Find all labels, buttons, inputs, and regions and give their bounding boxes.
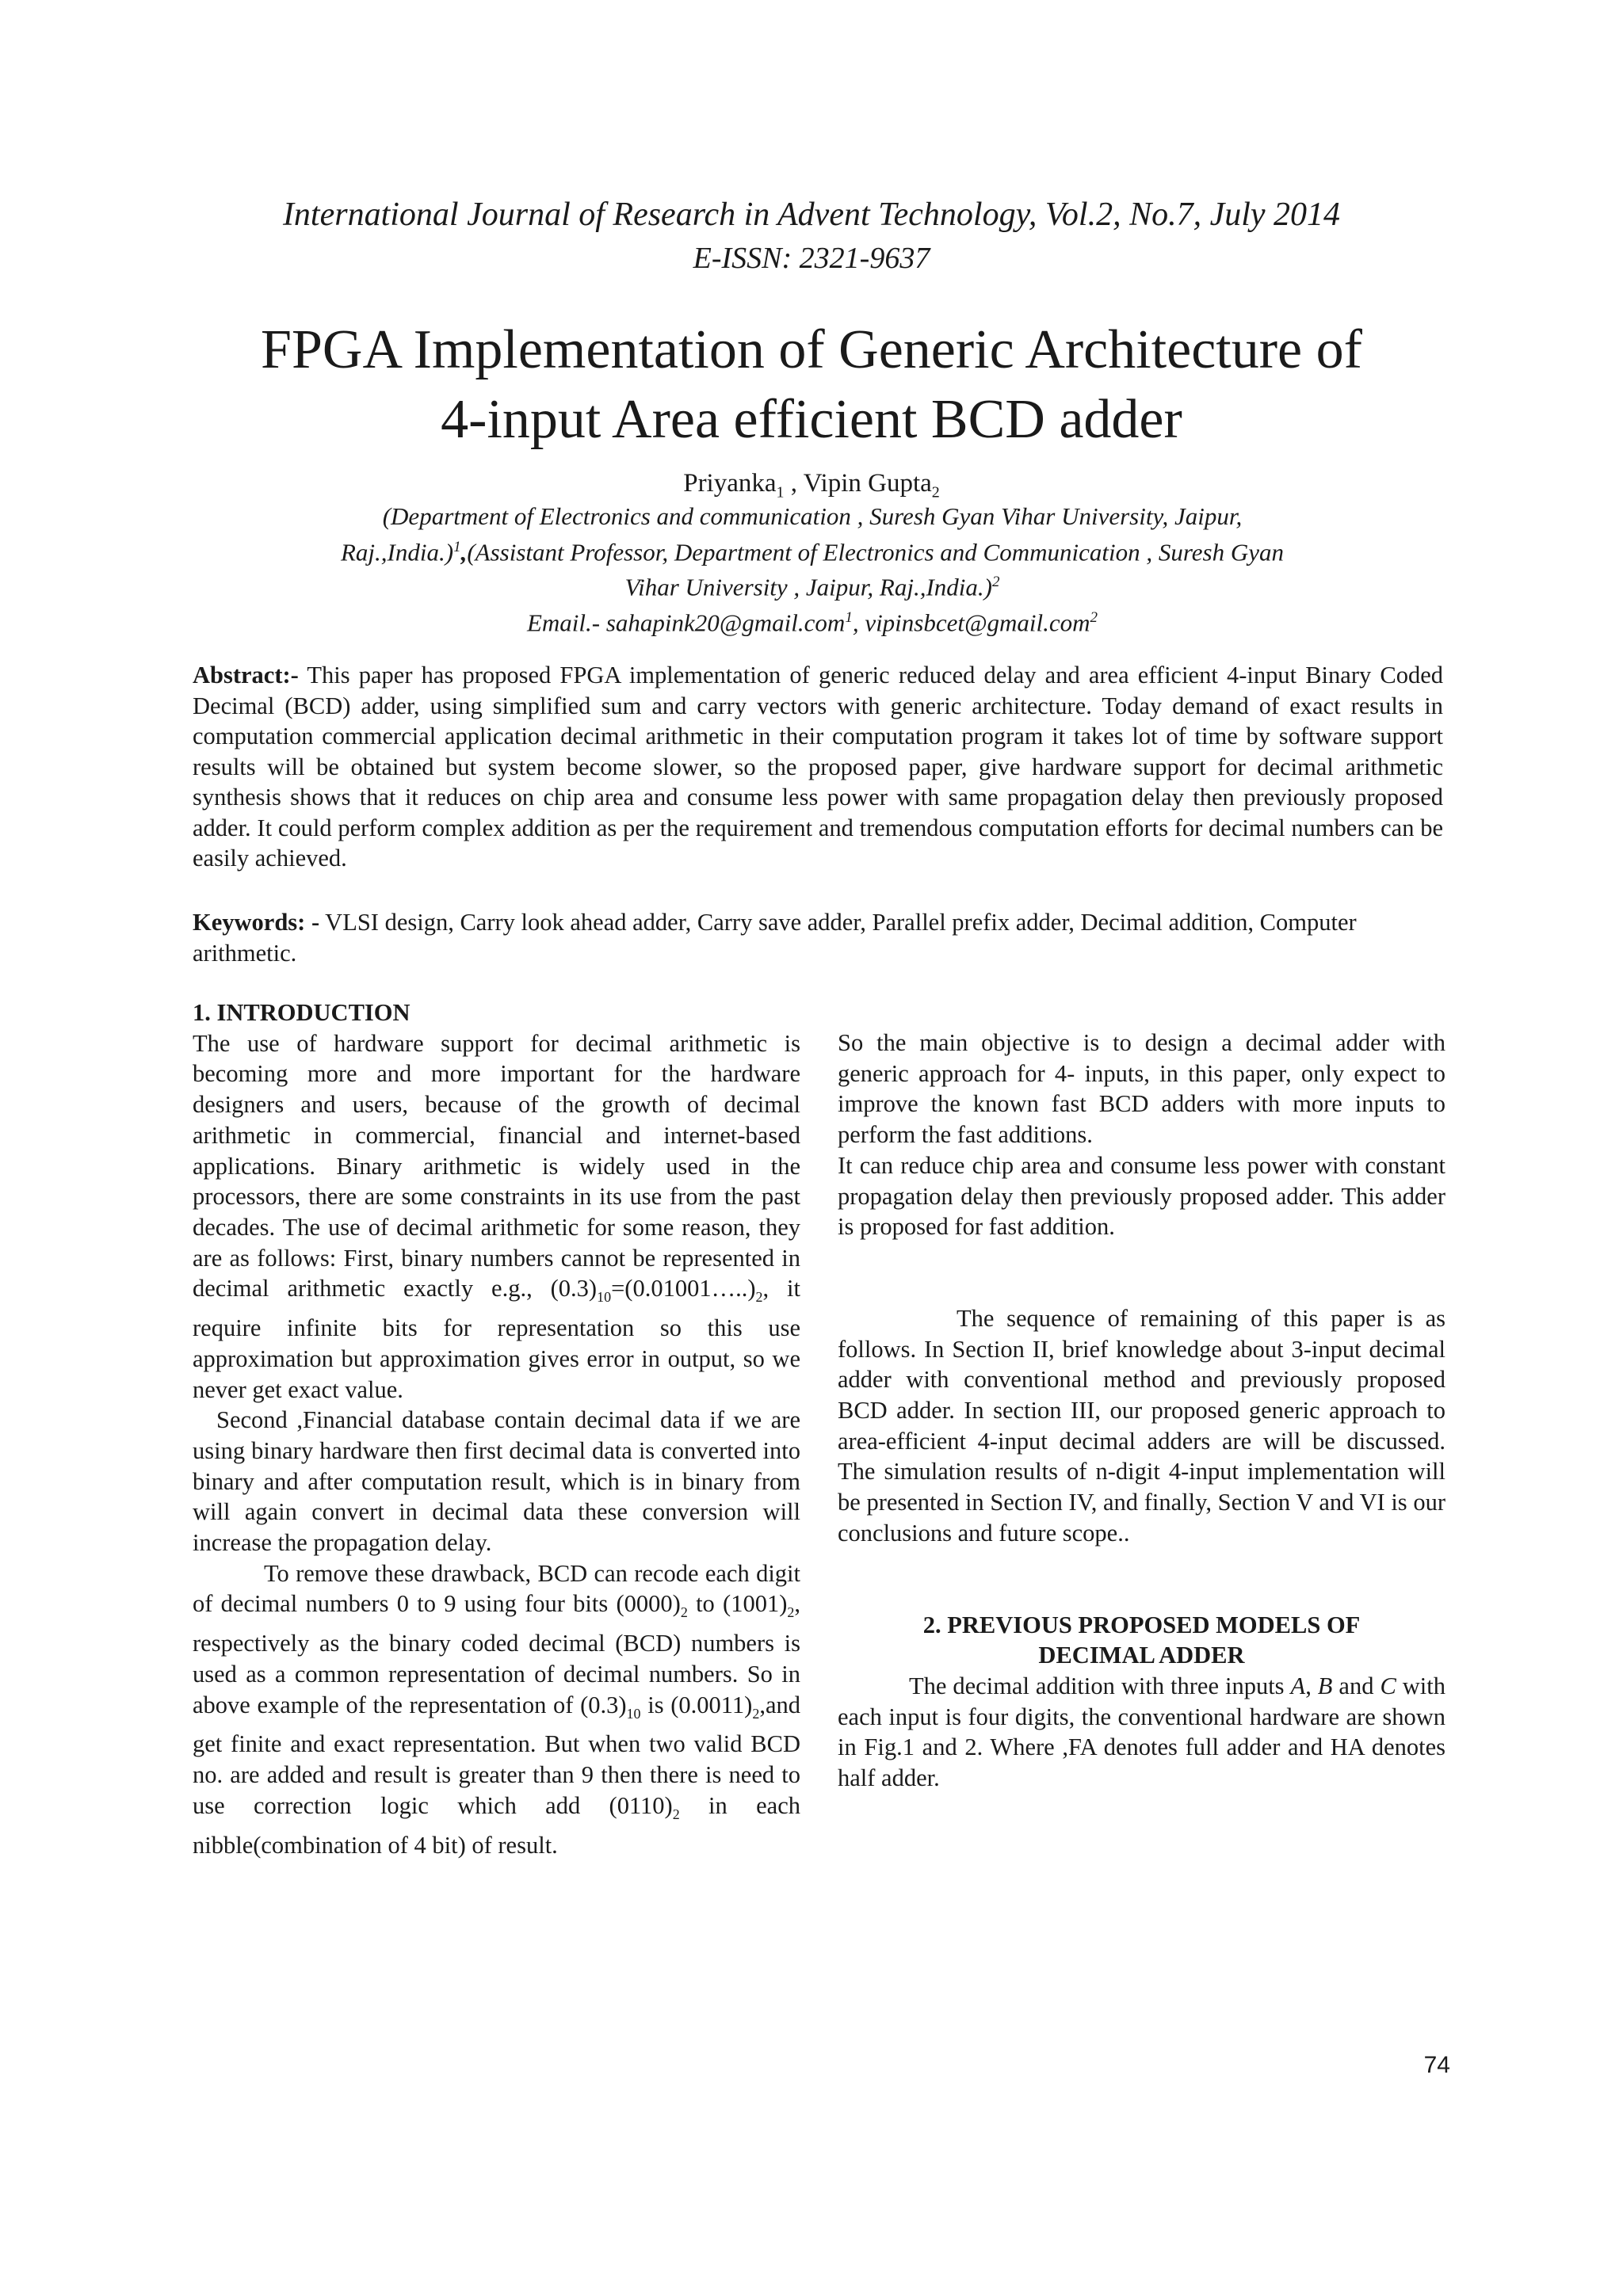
keywords-text: VLSI design, Carry look ahead adder, Carry save adder, Parallel prefix adder, Decimal addition, Computer arithmetic. [193,909,1357,967]
intro-paragraph-3 [193,1558,800,1861]
affiliation-line-3 [293,567,1331,603]
intro-p3-text-c: , respectively as the binary coded decimal (BCD) numbers is used as a common representation of decimal numbers. So in above example of the representation of (0.3) [193,1590,800,1718]
right-paragraph-2: It can reduce chip area and consume less power with constant propagation delay then previously proposed adder. This adder is proposed for fast addition. [838,1151,1445,1241]
author-2: Vipin Gupta [803,469,932,498]
author-separator: , [784,469,804,498]
s2-var-a: A [1290,1672,1306,1699]
intro-p1-sub-2: 2 [755,1289,763,1306]
affiliation-line-2: Raj.,India.)$^1$,(Assistant Professor, Department of Electronics and Communication , Suresh Gyan [341,537,1284,566]
intro-p3-sub-2: 2 [787,1604,795,1621]
intro-p3-text-a: To remove these drawback, BCD can recode each digit of decimal numbers 0 to 9 using four bits (0000) [193,1559,800,1618]
email-1-mark: 1 [845,609,853,627]
s2-comma: , [1305,1672,1318,1699]
intro-p1-text-a: The use of hardware support for decimal arithmetic is becoming more and more important for the hardware designers and users, because of the growth of decimal arithmetic in commercial, financial and internet-based applications. Binary arithmetic is widely used in the processors, there are some constraints in its use from the past decades. The use of decimal arithmetic for some reason, they are as follows: First, binary numbers cannot be represented in decimal arithmetic exactly e.g., (0.3) [193,1029,800,1302]
left-column [193,997,800,1860]
email-2-mark: 2 [1090,609,1098,627]
author-1: Priyanka [683,469,777,498]
intro-p1-sub-1: 10 [597,1289,612,1306]
affiliation-2-tail: Vihar University , Jaipur, Raj.,India.) [624,573,992,601]
email-1: Email.- sahapink20@gmail.com [526,608,846,637]
keywords-label: Keywords: - [193,909,320,936]
intro-p1-text-c: , it require infinite bits for representation so this use approximation but approximation gives error in output, so we never get exact value. [193,1275,800,1403]
affiliation-2-mark: 2 [992,574,1000,591]
email-2: , vipinsbcet@gmail.com [852,608,1090,637]
s2-text-a: The decimal addition with three inputs [909,1672,1291,1699]
journal-header: International Journal of Research in Advent Technology, Vol.2, No.7, July 2014 [282,196,1341,233]
affiliation-line-1: (Department of Electronics and communication , Suresh Gyan Vihar University, Jaipur, [382,502,1243,530]
s2-var-b: B [1317,1672,1333,1699]
intro-p3-text-e: ,and get finite and exact representation. But when two valid BCD no. are added and result is greater than 9 then there is need to use correction logic which add (0110) [193,1691,800,1819]
intro-p3-sub-5: 2 [672,1806,680,1822]
abstract-text: This paper has proposed FPGA implementation of generic reduced delay and area efficient 4-input Binary Coded Decimal (BCD) adder, using simplified sum and carry vectors with generic architecture. Today demand of exact results in computation commercial application decimal arithmetic in their computation program it takes lot of time by software support results will be obtained but system become slower, so the proposed paper, give hardware support for decimal arithmetic synthesis shows that it reduces on chip area and consume less power with same propagation delay then previously proposed adder. It could perform complex addition as per the requirement and tremendous computation efforts for decimal numbers can be easily achieved. [193,662,1443,871]
intro-p3-text-d: is (0.0011) [640,1691,753,1718]
right-paragraph-1: So the main objective is to design a decimal adder with generic approach for 4- inputs, in this paper, only expect to improve the known fast BCD adders with more inputs to perform the fast additions. [838,1029,1445,1149]
keywords [193,907,1443,968]
section-2-heading-line-1: 2. PREVIOUS PROPOSED MODELS OF [922,1611,1361,1638]
author-affiliations [293,502,1331,639]
intro-p3-text-f: in each nibble(combination of 4 bit) of result. [193,1791,800,1859]
intro-paragraph-1 [193,1028,800,1405]
journal-issn: E-ISSN: 2321-9637 [693,242,930,275]
author-2-index: 2 [931,483,940,502]
s2-text-b: and [1332,1672,1381,1699]
affiliation-1-mark: 1 [453,538,461,555]
right-column [838,1028,1445,1794]
intro-p3-sub-3: 10 [626,1705,641,1722]
s2-var-c: C [1380,1672,1396,1699]
intro-p3-sub-1: 2 [680,1604,688,1621]
intro-p3-sub-4: 2 [752,1705,760,1722]
paper-title-line-2: 4-input Area efficient BCD adder [441,389,1182,450]
author-1-index: 1 [776,483,785,502]
paper-title [0,315,1623,455]
paper-title-line-1: FPGA Implementation of Generic Architecture of [261,319,1362,380]
affiliation-1-tail: Raj.,India.) [341,537,454,566]
abstract-label: Abstract:- [193,662,299,688]
affiliation-2-head: (Assistant Professor, Department of Electronics and Communication , Suresh Gyan [467,537,1284,566]
intro-paragraph-2: Second ,Financial database contain decimal data if we are using binary hardware then first decimal data is converted into binary and after computation result, which is in binary from will again convert in decimal data these conversion will increase the propagation delay. [193,1406,800,1557]
right-paragraph-3: The sequence of remaining of this paper is as follows. In Section II, brief knowledge about 3-input decimal adder with conventional method and previously proposed BCD adder. In section III, our proposed generic approach to area-efficient 4-input decimal adders are will be discussed. The simulation results of n-digit 4-input implementation will be presented in Section IV, and finally, Section V and VI is our conclusions and future scope.. [838,1304,1445,1547]
intro-p3-text-b: to (1001) [687,1590,788,1618]
abstract [193,660,1443,874]
s2-text-c: with each input is four digits, the conventional hardware are shown in Fig.1 and 2. Where ,FA denotes full adder and HA denotes half adder. [838,1672,1445,1792]
page-number: 74 [1423,2052,1450,2078]
section-2-heading-line-2: DECIMAL ADDER [1038,1642,1245,1669]
author-emails [293,603,1331,639]
section-1-heading: 1. INTRODUCTION [193,999,411,1026]
section-2-paragraph [838,1671,1445,1794]
intro-p1-text-b: =(0.01001…..) [611,1275,756,1302]
